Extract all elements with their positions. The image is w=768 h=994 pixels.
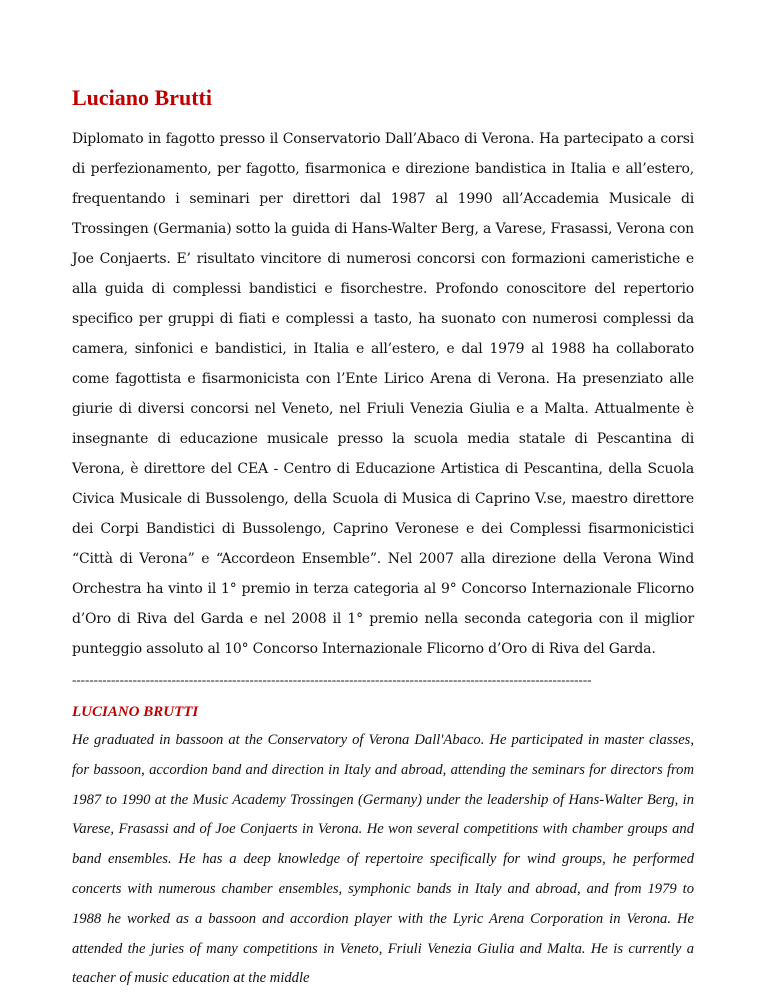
- english-title: LUCIANO BRUTTI: [72, 704, 199, 720]
- english-biography: He graduated in bassoon at the Conservatory of Verona Dall'Abaco. He participated in master classes, for bassoon, accordion band and direction in Italy and abroad, attending the seminars for directors from 1987 to 1990 at the Music Academy Trossingen (Germany) under the leadership of Hans-Walter Berg, in Varese, Frasassi and of Joe Conjaerts in Verona. He won several competitions with chamber groups and band ensembles. He has a deep knowledge of repertoire specifically for wind groups, he performed concerts with numerous chamber ensembles, symphonic bands in Italy and abroad, and from 1979 to 1988 he worked as a bassoon and accordion player with the Lyric Arena Corporation in Verona. He attended the juries of many competitions in Veneto, Friuli Venezia Giulia and Malta. He is currently a teacher of music education at the middle: [72, 732, 694, 987]
- italian-title: Luciano Brutti: [72, 85, 212, 110]
- italian-biography: Diplomato in fagotto presso il Conservatorio Dall’Abaco di Verona. Ha partecipato a corsi di perfezionamento, per fagotto, fisarmonica e direzione bandistica in Italia e all’estero, frequentando i seminari per direttori dal 1987 al 1990 all’Accademia Musicale di Trossingen (Germania) sotto la guida di Hans-Walter Berg, a Varese, Frasassi, Verona con Joe Conjaerts. E’ risultato vincitore di numerosi concorsi con formazioni cameristiche e alla guida di complessi bandistici e fisorchestre. Profondo conoscitore del repertorio specifico per gruppi di fiati e complessi a tasto, ha suonato con numerosi complessi da camera, sinfonici e bandistici, in Italia e all’estero, e dal 1979 al 1988 ha collaborato come fagottista e fisarmonicista con l’Ente Lirico Arena di Verona. Ha presenziato alle giurie di diversi concorsi nel Veneto, nel Friuli Venezia Giulia e a Malta. Attualmente è insegnante di educazione musicale presso la scuola media statale di Pescantina di Verona, è direttore del CEA - Centro di Educazione Artistica di Pescantina, della Scuola Civica Musicale di Bussolengo, della Scuola di Musica di Caprino V.se, maestro direttore dei Corpi Bandistici di Bussolengo, Caprino Veronese e dei Complessi fisarmonicistici “Città di Verona” e “Accordeon Ensemble”. Nel 2007 alla direzione della Verona Wind Orchestra ha vinto il 1° premio in terza categoria al 9° Concorso Internazionale Flicorno d’Oro di Riva del Garda e nel 2008 il 1° premio nella seconda categoria con il miglior punteggio assoluto al 10° Concorso Internazionale Flicorno d’Oro di Riva del Garda.: [72, 131, 694, 657]
- section-divider: ------------------------------------------------------------------------------------------------------------------------: [72, 672, 592, 687]
- document-page: [72, 78, 694, 994]
